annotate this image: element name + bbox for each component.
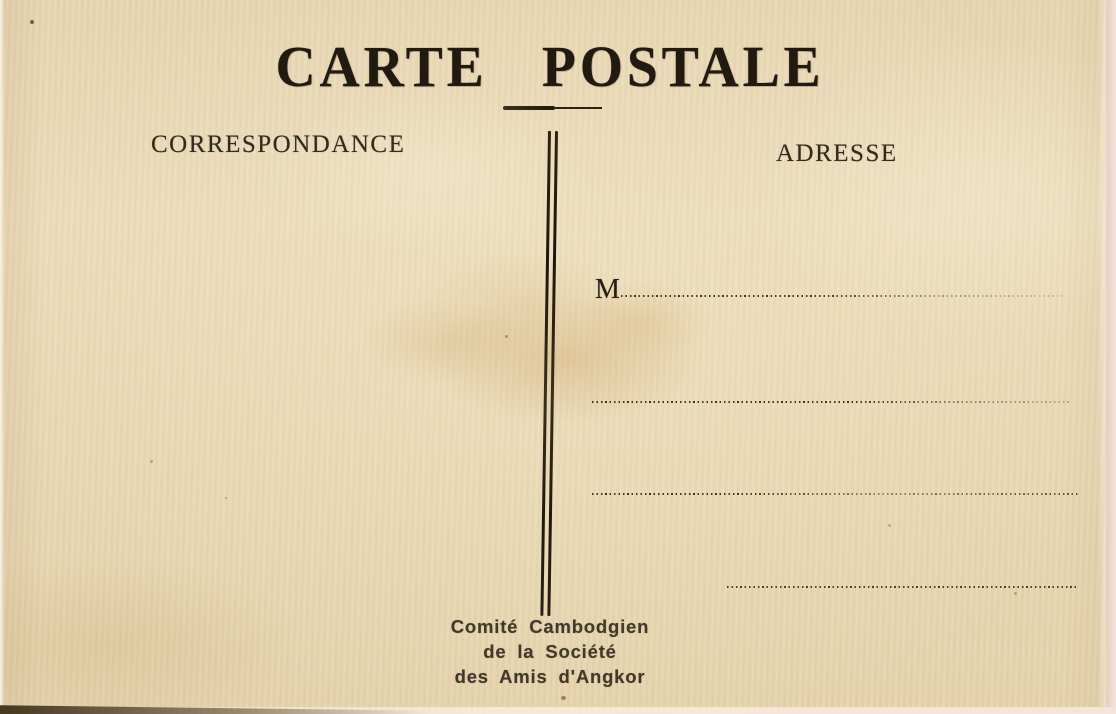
paper-speck xyxy=(561,696,566,700)
title-underline-right xyxy=(553,107,602,109)
address-line-rule-4 xyxy=(727,586,1079,588)
address-line-rule-3 xyxy=(592,493,1078,495)
paper-speck xyxy=(150,460,153,463)
paper-speck xyxy=(30,20,34,24)
paper-speck xyxy=(225,497,227,499)
paper-speck xyxy=(1014,592,1017,595)
publisher-imprint xyxy=(350,614,750,689)
correspondence-label: CORRESPONDANCE xyxy=(151,131,406,158)
address-line-rule-1 xyxy=(621,295,1063,297)
publisher-line-2: de la Société xyxy=(483,641,617,662)
postcard-title: CARTE POSTALE xyxy=(275,34,825,99)
address-label: ADRESSE xyxy=(776,140,898,167)
center-divider-rule xyxy=(540,131,558,616)
paper-speck xyxy=(888,524,891,527)
addressee-prefix: M xyxy=(595,274,620,305)
title-underline-left xyxy=(503,106,555,110)
scan-edge-right xyxy=(1104,0,1116,714)
paper-speck xyxy=(505,335,508,338)
publisher-line-1: Comité Cambodgien xyxy=(450,616,650,637)
scan-edge-left xyxy=(0,0,5,714)
publisher-line-3: des Amis d'Angkor xyxy=(454,666,646,687)
address-line-rule-2 xyxy=(592,401,1070,403)
